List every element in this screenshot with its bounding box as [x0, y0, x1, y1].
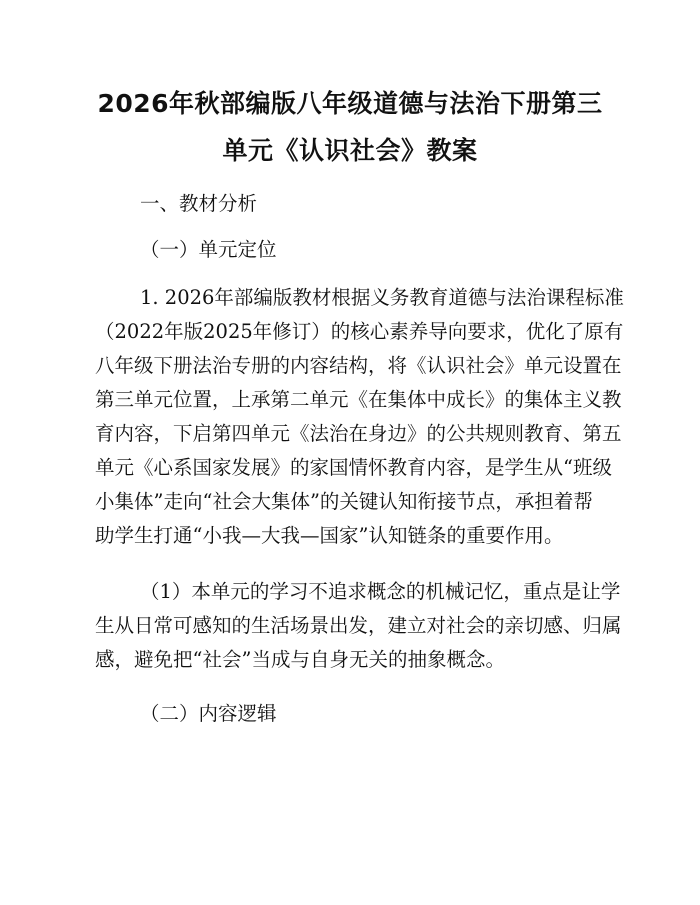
paragraph-line: 小集体”走向“社会大集体”的关键认知衔接节点，承担着帮 [95, 490, 593, 513]
paragraph-line: 感，避免把“社会”当成与自身无关的抽象概念。 [95, 648, 505, 671]
paragraph-line: 第三单元位置，上承第二单元《在集体中成长》的集体主义教 [95, 388, 622, 411]
paragraph-line: 助学生打通“小我—大我—国家”认知链条的重要作用。 [95, 524, 564, 547]
paragraph-line: 单元《心系国家发展》的家国情怀教育内容，是学生从“班级 [95, 456, 612, 479]
paragraph-line: 八年级下册法治专册的内容结构，将《认识社会》单元设置在 [95, 354, 622, 377]
paragraph-line: （1）本单元的学习不追求概念的机械记忆，重点是让学 [140, 580, 621, 603]
document-title [70, 80, 630, 174]
section-heading: 一、教材分析 [140, 192, 258, 215]
title-line-2: 单元《认识社会》教案 [222, 136, 478, 165]
paragraph-line: 育内容，下启第四单元《法治在身边》的公共规则教育、第五 [95, 422, 622, 445]
subsection-heading: （一）单元定位 [140, 238, 277, 261]
title-line-1: 2026年秋部编版八年级道德与法治下册第三 [97, 89, 603, 118]
paragraph-line: 1. 2026年部编版教材根据义务教育道德与法治课程标准 [140, 286, 624, 309]
paragraph-line: （2022年版2025年修订）的核心素养导向要求，优化了原有 [95, 320, 624, 343]
paragraph-line: 生从日常可感知的生活场景出发，建立对社会的亲切感、归属 [95, 614, 622, 637]
subsection-heading: （二）内容逻辑 [140, 702, 277, 725]
